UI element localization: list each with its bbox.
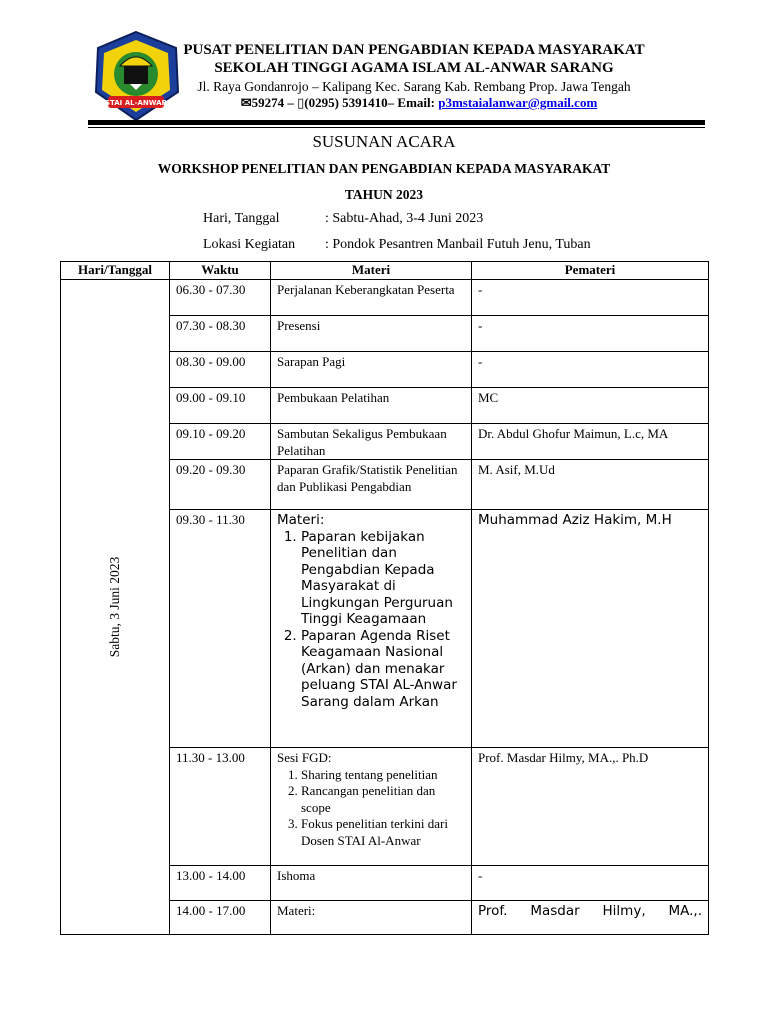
info-location-label: Lokasi Kegiatan	[203, 237, 296, 252]
document-title: SUSUNAN ACARA	[312, 132, 456, 151]
time-cell: 06.30 - 07.30	[170, 280, 271, 316]
materi-cell: Presensi	[271, 316, 472, 352]
schedule-table	[60, 261, 709, 935]
header-divider-thick	[88, 120, 705, 125]
day-cell	[61, 280, 170, 935]
email-link[interactable]: p3mstaialanwar@gmail.com	[438, 95, 598, 110]
header-day: Hari/Tanggal	[61, 262, 170, 280]
pemateri-cell: -	[472, 866, 709, 901]
document-subtitle: WORKSHOP PENELITIAN DAN PENGABDIAN KEPADA MASYARAKAT	[157, 161, 611, 176]
list-item: 1. Paparan kebijakan Penelitian dan Pengabdian Kepada Masyarakat di Lingkungan Perguruan Tinggi Keagamaan	[301, 529, 465, 628]
info-date-value: : Sabtu-Ahad, 3-4 Juni 2023	[325, 211, 484, 226]
pemateri-cell: -	[472, 352, 709, 388]
header-time: Waktu	[170, 262, 271, 280]
contact-prefix: ✉59274 – ▯(0295) 5391410– Email:	[240, 95, 439, 110]
materi-list	[277, 529, 465, 711]
time-cell: 09.10 - 09.20	[170, 424, 271, 460]
materi-cell: Sambutan Sekaligus Pembukaan Pelatihan	[271, 424, 472, 460]
info-date	[203, 210, 483, 228]
materi-list	[277, 767, 465, 850]
logo-text: STAI AL-ANWAR	[104, 99, 168, 107]
time-cell: 13.00 - 14.00	[170, 866, 271, 901]
materi-cell: Perjalanan Keberangkatan Peserta	[271, 280, 472, 316]
pemateri-cell: -	[472, 316, 709, 352]
pemateri-cell: M. Asif, M.Ud	[472, 460, 709, 510]
pemateri-cell: Muhammad Aziz Hakim, M.H	[472, 510, 709, 748]
materi-cell	[271, 748, 472, 866]
institution-contact	[170, 95, 668, 111]
time-cell: 08.30 - 09.00	[170, 352, 271, 388]
institution-line-2: SEKOLAH TINGGI AGAMA ISLAM AL-ANWAR SARANG	[214, 60, 614, 76]
info-location	[203, 236, 591, 254]
list-item: 1. Sharing tentang penelitian	[301, 767, 465, 784]
materi-cell: Sarapan Pagi	[271, 352, 472, 388]
table-row	[61, 280, 709, 316]
day-label: Sabtu, 3 Juni 2023	[106, 556, 122, 658]
header-divider-thin	[88, 127, 705, 128]
time-cell: 09.00 - 09.10	[170, 388, 271, 424]
time-cell: 14.00 - 17.00	[170, 901, 271, 935]
materi-cell: Ishoma	[271, 866, 472, 901]
info-location-value: : Pondok Pesantren Manbail Futuh Jenu, Tuban	[325, 237, 591, 252]
materi-cell: Paparan Grafik/Statistik Penelitian dan Publikasi Pengabdian	[271, 460, 472, 510]
pemateri-cell: -	[472, 280, 709, 316]
pemateri-cell: Prof. Masdar Hilmy, MA.,. Ph.D	[472, 748, 709, 866]
pemateri-cell: MC	[472, 388, 709, 424]
pemateri-cell: Dr. Abdul Ghofur Maimun, L.c, MA	[472, 424, 709, 460]
header-pemateri: Pemateri	[472, 262, 709, 280]
time-cell: 09.20 - 09.30	[170, 460, 271, 510]
header-materi: Materi	[271, 262, 472, 280]
institution-line-1: PUSAT PENELITIAN DAN PENGABDIAN KEPADA MASYARAKAT	[183, 42, 645, 58]
list-item: 3. Fokus penelitian terkini dari Dosen STAI Al-Anwar	[301, 816, 465, 849]
info-date-label: Hari, Tanggal	[203, 211, 280, 226]
pemateri-cell: Prof. Masdar Hilmy, MA.,.	[472, 901, 709, 935]
materi-title: Materi:	[277, 512, 325, 528]
institution-address: Jl. Raya Gondanrojo – Kalipang Kec. Sarang Kab. Rembang Prop. Jawa Tengah	[197, 79, 631, 94]
list-item: 2. Paparan Agenda Riset Keagamaan Nasional (Arkan) dan menakar peluang STAI AL-Anwar Sarang dalam Arkan	[301, 628, 465, 711]
materi-cell	[271, 510, 472, 748]
table-header-row	[61, 262, 709, 280]
time-cell: 11.30 - 13.00	[170, 748, 271, 866]
list-item: 2. Rancangan penelitian dan scope	[301, 783, 465, 816]
materi-title: Sesi FGD:	[277, 750, 332, 765]
time-cell: 09.30 - 11.30	[170, 510, 271, 748]
materi-cell: Pembukaan Pelatihan	[271, 388, 472, 424]
time-cell: 07.30 - 08.30	[170, 316, 271, 352]
document-year: TAHUN 2023	[344, 187, 424, 202]
letterhead	[160, 42, 668, 111]
materi-cell: Materi:	[271, 901, 472, 935]
